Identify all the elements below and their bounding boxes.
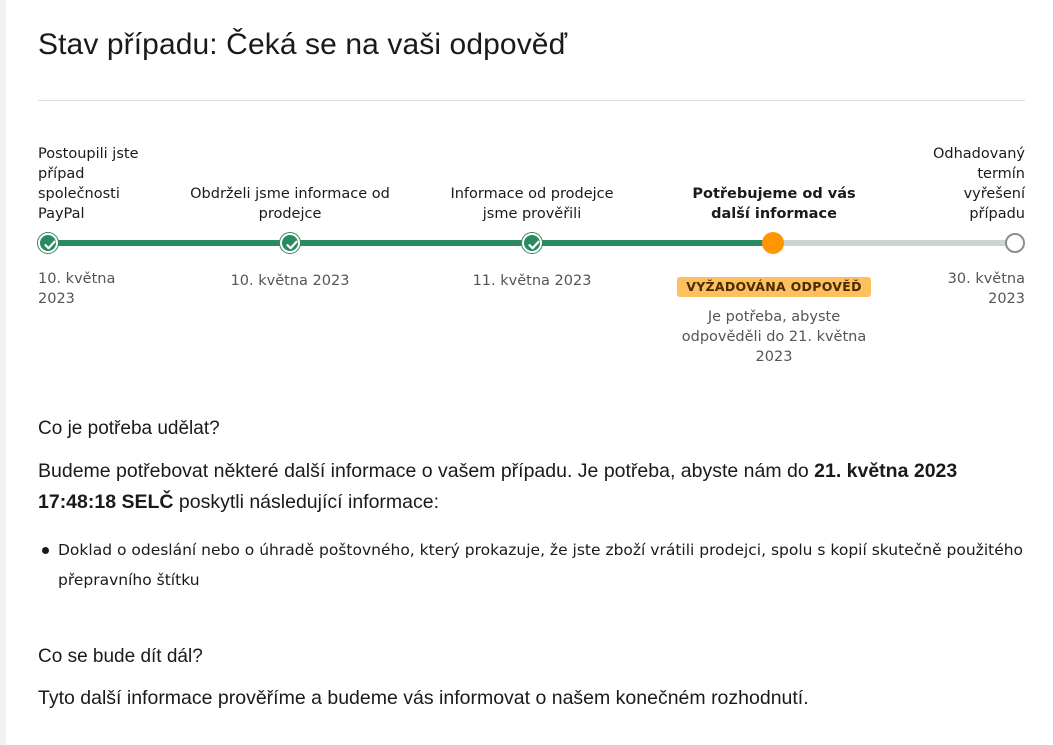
todo-intro-after: poskytli následující informace: bbox=[173, 491, 440, 513]
next-heading: Co se bude dít dál? bbox=[38, 646, 203, 667]
list-item-text: Doklad o odeslání nebo o úhradě poštovného, který prokazuje, že jste zboží vrátili prodejci, spolu s kopií skutečně použitého přepravního štítku bbox=[58, 541, 1024, 589]
step-1-label: Postoupili jste případ společnosti PayPal bbox=[38, 146, 139, 222]
next-text: Tyto další informace prověříme a budeme vás informovat o našem konečném rozhodnutí. bbox=[38, 687, 809, 709]
step-3-label: Informace od prodejce jsme prověřili bbox=[450, 186, 614, 222]
step-2-check-icon bbox=[280, 233, 300, 253]
progress-track-remaining bbox=[772, 240, 1015, 246]
progress-track-completed bbox=[48, 240, 772, 246]
todo-deadline: 21. května 2023 17:48:18 SELČ bbox=[38, 460, 958, 513]
step-1-date: 10. května 2023 bbox=[38, 271, 116, 307]
step-5-date: 30. května 2023 bbox=[947, 271, 1025, 307]
todo-intro bbox=[38, 456, 1028, 518]
step-2-date: 10. května 2023 bbox=[230, 273, 350, 289]
step-3-date: 11. května 2023 bbox=[472, 273, 592, 289]
response-deadline-note: Je potřeba, abyste odpověděli do 21. května 2023 bbox=[681, 309, 867, 365]
step-5-label: Odhadovaný termín vyřešení případu bbox=[932, 146, 1025, 222]
step-2-label: Obdrželi jsme informace od prodejce bbox=[190, 186, 390, 222]
step-5-pending-circle-icon bbox=[1005, 233, 1025, 253]
step-1-check-icon bbox=[38, 233, 58, 253]
bullet-icon bbox=[42, 547, 49, 554]
todo-heading: Co je potřeba udělat? bbox=[38, 418, 220, 439]
page-title: Stav případu: Čeká se na vaši odpověď bbox=[38, 28, 568, 61]
step-4-current-dot-icon bbox=[762, 232, 784, 254]
step-4-label: Potřebujeme od vás další informace bbox=[692, 186, 856, 222]
step-3-check-icon bbox=[522, 233, 542, 253]
required-documents-list bbox=[38, 535, 1028, 595]
todo-intro-before: Budeme potřebovat některé další informace o vašem případu. Je potřeba, abyste nám do bbox=[38, 460, 815, 482]
response-required-badge: VYŽADOVÁNA ODPOVĚĎ bbox=[677, 277, 871, 297]
divider bbox=[38, 100, 1025, 101]
list-item bbox=[38, 535, 1028, 595]
